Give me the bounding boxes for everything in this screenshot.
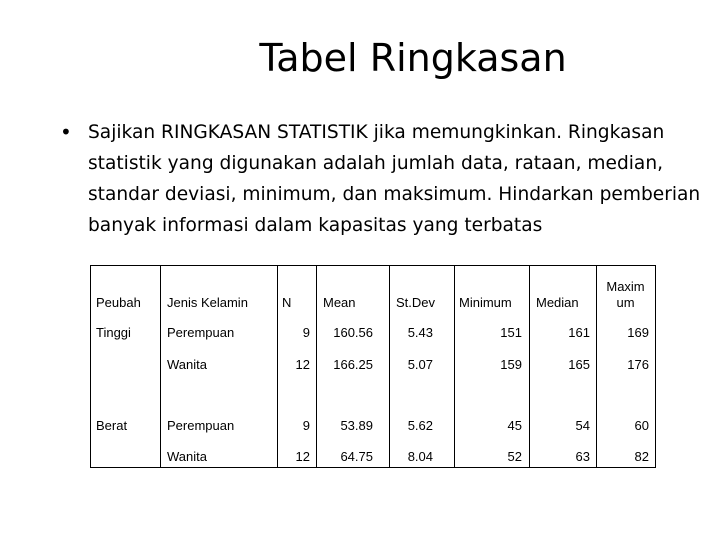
header-jenis-kelamin: Jenis Kelamin bbox=[167, 295, 248, 310]
bullet-paragraph bbox=[60, 117, 710, 241]
table-border-top bbox=[90, 265, 656, 266]
cell-mean: 64.75 bbox=[340, 449, 373, 464]
cell-n: 12 bbox=[295, 449, 310, 464]
cell-median: 165 bbox=[568, 357, 590, 372]
header-mean: Mean bbox=[323, 295, 356, 310]
cell-mean: 160.56 bbox=[333, 325, 373, 340]
bullet-icon: • bbox=[60, 120, 72, 144]
cell-minimum: 159 bbox=[500, 357, 522, 372]
header-n: N bbox=[282, 295, 292, 310]
cell-maximum: 82 bbox=[634, 449, 649, 464]
header-maximum-line1: Maxim bbox=[606, 279, 645, 294]
cell-jenis-kelamin: Wanita bbox=[167, 357, 207, 372]
cell-mean: 166.25 bbox=[333, 357, 373, 372]
cell-peubah: Tinggi bbox=[96, 325, 131, 340]
slide-title: Tabel Ringkasan bbox=[259, 36, 567, 80]
table-border-bottom bbox=[90, 467, 656, 468]
cell-jenis-kelamin: Perempuan bbox=[167, 325, 235, 340]
cell-minimum: 52 bbox=[507, 449, 522, 464]
cell-stdev: 5.62 bbox=[407, 418, 433, 433]
summary-table bbox=[90, 265, 656, 468]
cell-n: 12 bbox=[295, 357, 310, 372]
cell-stdev: 8.04 bbox=[407, 449, 433, 464]
cell-peubah: Berat bbox=[96, 418, 128, 433]
table-border-right bbox=[655, 265, 656, 468]
cell-jenis-kelamin: Perempuan bbox=[167, 418, 235, 433]
table-border-left bbox=[90, 265, 91, 468]
cell-median: 63 bbox=[575, 449, 590, 464]
cell-n: 9 bbox=[302, 418, 310, 433]
cell-minimum: 45 bbox=[507, 418, 522, 433]
cell-stdev: 5.43 bbox=[407, 325, 433, 340]
cell-jenis-kelamin: Wanita bbox=[167, 449, 207, 464]
bullet-text: Sajikan RINGKASAN STATISTIK jika memungkinkan. Ringkasan statistik yang digunakan adalah jumlah data, rataan, median, standar deviasi, minimum, dan maksimum. Hindarkan pemberian banyak informasi dalam kapasitas yang terbatas bbox=[88, 122, 701, 236]
header-maximum-line2: um bbox=[616, 295, 635, 310]
cell-minimum: 151 bbox=[500, 325, 522, 340]
cell-median: 54 bbox=[575, 418, 590, 433]
cell-mean: 53.89 bbox=[340, 418, 373, 433]
cell-median: 161 bbox=[568, 325, 590, 340]
cell-maximum: 169 bbox=[627, 325, 649, 340]
cell-n: 9 bbox=[302, 325, 310, 340]
header-minimum: Minimum bbox=[459, 295, 512, 310]
cell-maximum: 60 bbox=[634, 418, 649, 433]
header-median: Median bbox=[536, 295, 579, 310]
header-stdev: St.Dev bbox=[396, 295, 436, 310]
cell-maximum: 176 bbox=[627, 357, 649, 372]
cell-stdev: 5.07 bbox=[407, 357, 433, 372]
header-peubah: Peubah bbox=[96, 295, 141, 310]
table-divider-peubah bbox=[160, 265, 161, 468]
